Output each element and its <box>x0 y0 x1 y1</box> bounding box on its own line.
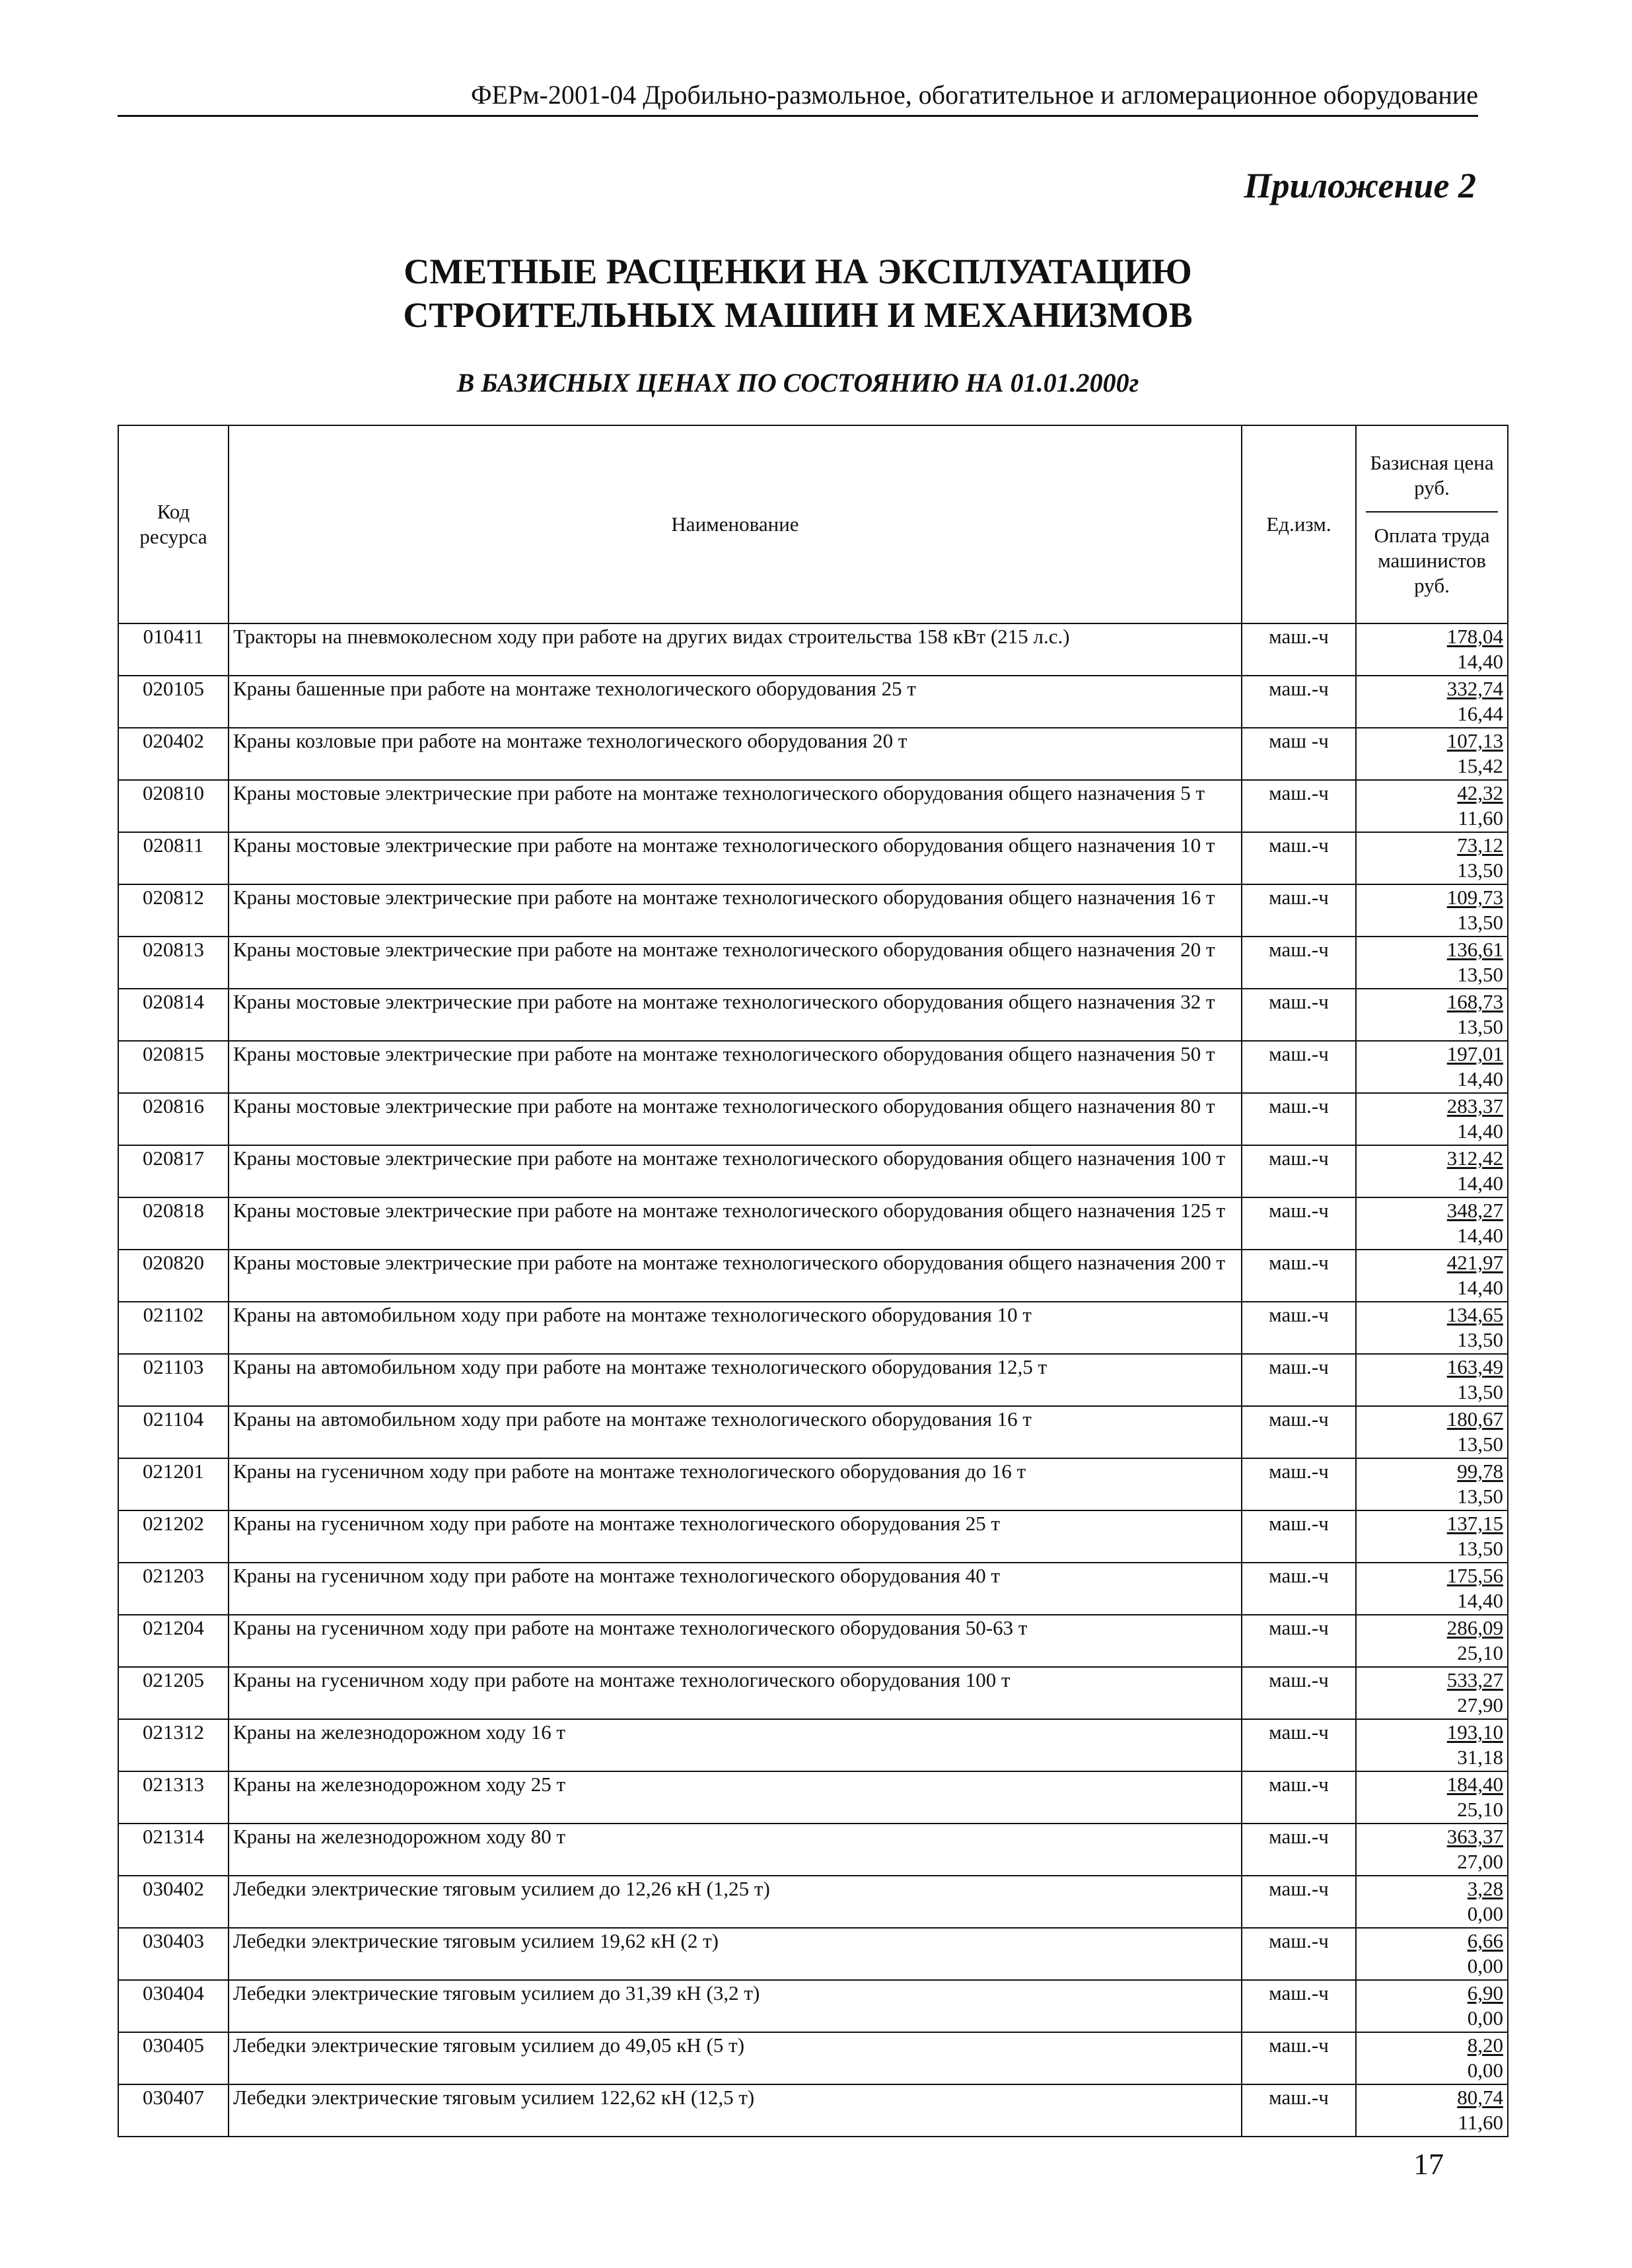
operator-wage: 16,44 <box>1457 702 1503 725</box>
resource-code: 021312 <box>118 1719 229 1771</box>
table-row <box>118 1145 1508 1197</box>
resource-name: Краны мостовые электрические при работе на монтаже технологического оборудования общего назначения 200 т <box>229 1250 1242 1302</box>
resource-code: 021103 <box>118 1354 229 1406</box>
base-price: 193,10 <box>1446 1720 1503 1744</box>
resource-name: Краны на гусеничном ходу при работе на монтаже технологического оборудования до 16 т <box>229 1458 1242 1510</box>
price-cell <box>1356 1563 1508 1615</box>
table-row <box>118 1354 1508 1406</box>
operator-wage: 0,00 <box>1467 1954 1503 1977</box>
table-row <box>118 1041 1508 1093</box>
price-cell <box>1356 884 1508 937</box>
resource-code: 030407 <box>118 2084 229 2137</box>
price-cell <box>1356 780 1508 832</box>
resource-name: Краны козловые при работе на монтаже технологического оборудования 20 т <box>229 728 1242 780</box>
resource-name: Краны на автомобильном ходу при работе на монтаже технологического оборудования 10 т <box>229 1302 1242 1354</box>
base-price: 168,73 <box>1446 990 1503 1013</box>
operator-wage: 13,50 <box>1457 1015 1503 1038</box>
operator-wage: 14,40 <box>1457 1119 1503 1143</box>
base-price: 42,32 <box>1457 781 1503 804</box>
base-price: 80,74 <box>1457 2086 1503 2109</box>
table-row <box>118 1876 1508 1928</box>
base-price: 137,15 <box>1446 1512 1503 1535</box>
resource-code: 030404 <box>118 1980 229 2032</box>
operator-wage: 13,50 <box>1457 859 1503 882</box>
price-cell <box>1356 1302 1508 1354</box>
operator-wage: 27,00 <box>1457 1850 1503 1873</box>
base-price: 184,40 <box>1446 1773 1503 1796</box>
price-cell <box>1356 1041 1508 1093</box>
operator-wage: 13,50 <box>1457 963 1503 986</box>
table-row <box>118 780 1508 832</box>
operator-wage: 13,50 <box>1457 1485 1503 1508</box>
base-price: 136,61 <box>1446 938 1503 961</box>
operator-wage: 14,40 <box>1457 1276 1503 1299</box>
operator-wage: 0,00 <box>1467 2059 1503 2082</box>
resource-name: Тракторы на пневмоколесном ходу при работе на других видах строительства 158 кВт (215 л.с.) <box>229 623 1242 676</box>
resource-code: 021201 <box>118 1458 229 1510</box>
price-cell <box>1356 1145 1508 1197</box>
price-cell <box>1356 937 1508 989</box>
resource-name: Краны на железнодорожном ходу 16 т <box>229 1719 1242 1771</box>
column-header-base-price: Базисная цена руб. <box>1366 450 1498 513</box>
resource-code: 020812 <box>118 884 229 937</box>
price-cell <box>1356 1824 1508 1876</box>
price-cell <box>1356 1719 1508 1771</box>
base-price: 3,28 <box>1467 1877 1503 1900</box>
resource-code: 021313 <box>118 1771 229 1824</box>
base-price: 8,20 <box>1467 2034 1503 2057</box>
title-line-2: СТРОИТЕЛЬНЫХ МАШИН И МЕХАНИЗМОВ <box>403 295 1193 335</box>
table-row <box>118 1667 1508 1719</box>
base-price: 99,78 <box>1457 1460 1503 1483</box>
operator-wage: 14,40 <box>1457 1224 1503 1247</box>
operator-wage: 0,00 <box>1467 2006 1503 2030</box>
resource-code: 021202 <box>118 1510 229 1563</box>
resource-name: Краны мостовые электрические при работе на монтаже технологического оборудования общего назначения 80 т <box>229 1093 1242 1145</box>
unit-of-measure: маш.-ч <box>1242 832 1356 884</box>
resource-code: 021205 <box>118 1667 229 1719</box>
price-cell <box>1356 1250 1508 1302</box>
resource-code: 020816 <box>118 1093 229 1145</box>
operator-wage: 13,50 <box>1457 1328 1503 1351</box>
price-cell <box>1356 1093 1508 1145</box>
unit-of-measure: маш.-ч <box>1242 1041 1356 1093</box>
unit-of-measure: маш.-ч <box>1242 1354 1356 1406</box>
base-price: 533,27 <box>1446 1668 1503 1691</box>
operator-wage: 14,40 <box>1457 650 1503 673</box>
base-price: 107,13 <box>1446 729 1503 752</box>
resource-name: Краны на гусеничном ходу при работе на монтаже технологического оборудования 25 т <box>229 1510 1242 1563</box>
resource-code: 020402 <box>118 728 229 780</box>
price-cell <box>1356 2084 1508 2137</box>
price-cell <box>1356 1197 1508 1250</box>
unit-of-measure: маш.-ч <box>1242 937 1356 989</box>
operator-wage: 11,60 <box>1458 2111 1503 2134</box>
resource-code: 020815 <box>118 1041 229 1093</box>
base-price: 363,37 <box>1446 1825 1503 1848</box>
page-number: 17 <box>1413 2147 1444 2181</box>
column-header-price <box>1356 425 1508 623</box>
unit-of-measure: маш.-ч <box>1242 1406 1356 1458</box>
unit-of-measure: маш.-ч <box>1242 2032 1356 2084</box>
table-row <box>118 1563 1508 1615</box>
base-price: 73,12 <box>1457 833 1503 857</box>
base-price: 134,65 <box>1446 1303 1503 1326</box>
price-cell <box>1356 1615 1508 1667</box>
price-cell <box>1356 676 1508 728</box>
base-price: 348,27 <box>1446 1199 1503 1222</box>
table-row <box>118 1197 1508 1250</box>
resource-name: Краны на гусеничном ходу при работе на монтаже технологического оборудования 100 т <box>229 1667 1242 1719</box>
unit-of-measure: маш.-ч <box>1242 2084 1356 2137</box>
appendix-label: Приложение 2 <box>1244 166 1476 205</box>
resource-code: 020818 <box>118 1197 229 1250</box>
operator-wage: 27,90 <box>1457 1693 1503 1717</box>
resource-code: 021104 <box>118 1406 229 1458</box>
operator-wage: 13,50 <box>1457 911 1503 934</box>
resource-name: Лебедки электрические тяговым усилием до 31,39 кН (3,2 т) <box>229 1980 1242 2032</box>
resource-code: 020105 <box>118 676 229 728</box>
table-row <box>118 1093 1508 1145</box>
resource-code: 030402 <box>118 1876 229 1928</box>
operator-wage: 13,50 <box>1457 1380 1503 1403</box>
operator-wage: 15,42 <box>1457 754 1503 777</box>
price-cell <box>1356 1876 1508 1928</box>
unit-of-measure: маш.-ч <box>1242 1093 1356 1145</box>
unit-of-measure: маш.-ч <box>1242 1197 1356 1250</box>
table-row <box>118 937 1508 989</box>
resource-code: 020811 <box>118 832 229 884</box>
price-cell <box>1356 1980 1508 2032</box>
resource-name: Краны мостовые электрические при работе на монтаже технологического оборудования общего назначения 20 т <box>229 937 1242 989</box>
unit-of-measure: маш.-ч <box>1242 1458 1356 1510</box>
base-price: 180,67 <box>1446 1407 1503 1431</box>
resource-code: 020820 <box>118 1250 229 1302</box>
operator-wage: 25,10 <box>1457 1641 1503 1664</box>
operator-wage: 13,50 <box>1457 1433 1503 1456</box>
base-price: 109,73 <box>1446 886 1503 909</box>
resource-name: Краны мостовые электрические при работе на монтаже технологического оборудования общего назначения 125 т <box>229 1197 1242 1250</box>
table-body <box>118 623 1508 2137</box>
table-row <box>118 1406 1508 1458</box>
price-cell <box>1356 2032 1508 2084</box>
base-price: 175,56 <box>1446 1564 1503 1587</box>
table-row <box>118 1824 1508 1876</box>
resource-name: Краны мостовые электрические при работе на монтаже технологического оборудования общего назначения 16 т <box>229 884 1242 937</box>
price-cell <box>1356 1354 1508 1406</box>
resource-code: 030405 <box>118 2032 229 2084</box>
resource-code: 020814 <box>118 989 229 1041</box>
unit-of-measure: маш.-ч <box>1242 1928 1356 1980</box>
base-price: 178,04 <box>1446 625 1503 648</box>
base-price: 332,74 <box>1446 677 1503 700</box>
unit-of-measure: маш.-ч <box>1242 1667 1356 1719</box>
resource-name: Краны мостовые электрические при работе на монтаже технологического оборудования общего назначения 50 т <box>229 1041 1242 1093</box>
table-row <box>118 2084 1508 2137</box>
document-subtitle: В БАЗИСНЫХ ЦЕНАХ ПО СОСТОЯНИЮ НА 01.01.2000г <box>456 368 1139 398</box>
table-row <box>118 1458 1508 1510</box>
resource-name: Краны на железнодорожном ходу 25 т <box>229 1771 1242 1824</box>
resource-code: 010411 <box>118 623 229 676</box>
price-cell <box>1356 1406 1508 1458</box>
operator-wage: 14,40 <box>1457 1067 1503 1090</box>
resource-name: Краны мостовые электрические при работе на монтаже технологического оборудования общего назначения 100 т <box>229 1145 1242 1197</box>
unit-of-measure: маш.-ч <box>1242 623 1356 676</box>
unit-of-measure: маш.-ч <box>1242 1302 1356 1354</box>
unit-of-measure: маш.-ч <box>1242 1824 1356 1876</box>
resource-code: 021204 <box>118 1615 229 1667</box>
resource-name: Краны на гусеничном ходу при работе на монтаже технологического оборудования 40 т <box>229 1563 1242 1615</box>
resource-code: 030403 <box>118 1928 229 1980</box>
unit-of-measure: маш.-ч <box>1242 884 1356 937</box>
resource-code: 021203 <box>118 1563 229 1615</box>
resource-name: Лебедки электрические тяговым усилием 122,62 кН (12,5 т) <box>229 2084 1242 2137</box>
unit-of-measure: маш.-ч <box>1242 780 1356 832</box>
operator-wage: 14,40 <box>1457 1172 1503 1195</box>
operator-wage: 13,50 <box>1457 1537 1503 1560</box>
resource-code: 021314 <box>118 1824 229 1876</box>
resource-name: Краны мостовые электрические при работе на монтаже технологического оборудования общего назначения 5 т <box>229 780 1242 832</box>
table-row <box>118 1928 1508 1980</box>
resource-name: Краны башенные при работе на монтаже технологического оборудования 25 т <box>229 676 1242 728</box>
base-price: 283,37 <box>1446 1094 1503 1117</box>
resource-name: Краны на железнодорожном ходу 80 т <box>229 1824 1242 1876</box>
resource-name: Краны на автомобильном ходу при работе на монтаже технологического оборудования 12,5 т <box>229 1354 1242 1406</box>
unit-of-measure: маш.-ч <box>1242 1145 1356 1197</box>
unit-of-measure: маш.-ч <box>1242 1615 1356 1667</box>
unit-of-measure: маш.-ч <box>1242 1980 1356 2032</box>
table-row <box>118 1250 1508 1302</box>
resource-code: 020813 <box>118 937 229 989</box>
resource-name: Краны мостовые электрические при работе на монтаже технологического оборудования общего назначения 32 т <box>229 989 1242 1041</box>
resource-code: 021102 <box>118 1302 229 1354</box>
unit-of-measure: маш.-ч <box>1242 1510 1356 1563</box>
resource-name: Лебедки электрические тяговым усилием до 49,05 кН (5 т) <box>229 2032 1242 2084</box>
base-price: 312,42 <box>1446 1147 1503 1170</box>
price-cell <box>1356 728 1508 780</box>
base-price: 6,66 <box>1467 1929 1503 1952</box>
base-price: 6,90 <box>1467 1981 1503 2004</box>
table-row <box>118 1302 1508 1354</box>
title-line-1: СМЕТНЫЕ РАСЦЕНКИ НА ЭКСПЛУАТАЦИЮ <box>404 252 1192 291</box>
table-row <box>118 676 1508 728</box>
table-row <box>118 1615 1508 1667</box>
table-row <box>118 2032 1508 2084</box>
base-price: 197,01 <box>1446 1042 1503 1065</box>
table-row <box>118 1510 1508 1563</box>
resource-name: Краны мостовые электрические при работе на монтаже технологического оборудования общего назначения 10 т <box>229 832 1242 884</box>
table-row <box>118 884 1508 937</box>
page-header: ФЕРм-2001-04 Дробильно-размольное, обогатительное и агломерационное оборудование <box>118 78 1478 117</box>
column-header-unit: Ед.изм. <box>1242 425 1356 623</box>
operator-wage: 25,10 <box>1457 1798 1503 1821</box>
price-cell <box>1356 1928 1508 1980</box>
unit-of-measure: маш.-ч <box>1242 676 1356 728</box>
unit-of-measure: маш.-ч <box>1242 1563 1356 1615</box>
table-row <box>118 1980 1508 2032</box>
table-row <box>118 1719 1508 1771</box>
column-header-name: Наименование <box>229 425 1242 623</box>
table-row <box>118 623 1508 676</box>
price-cell <box>1356 1458 1508 1510</box>
document-title <box>118 250 1478 337</box>
column-header-code: Код ресурса <box>118 425 229 623</box>
price-cell <box>1356 623 1508 676</box>
unit-of-measure: маш.-ч <box>1242 1876 1356 1928</box>
operator-wage: 31,18 <box>1457 1746 1503 1769</box>
table-row <box>118 1771 1508 1824</box>
base-price: 286,09 <box>1446 1616 1503 1639</box>
table-row <box>118 728 1508 780</box>
unit-of-measure: маш.-ч <box>1242 1771 1356 1824</box>
table-row <box>118 832 1508 884</box>
column-header-labor: Оплата труда машинистов руб. <box>1374 524 1490 597</box>
price-cell <box>1356 989 1508 1041</box>
rates-table <box>118 425 1508 2137</box>
price-cell <box>1356 1510 1508 1563</box>
table-row <box>118 989 1508 1041</box>
resource-name: Краны на автомобильном ходу при работе на монтаже технологического оборудования 16 т <box>229 1406 1242 1458</box>
base-price: 421,97 <box>1446 1251 1503 1274</box>
unit-of-measure: маш.-ч <box>1242 1250 1356 1302</box>
resource-name: Краны на гусеничном ходу при работе на монтаже технологического оборудования 50-63 т <box>229 1615 1242 1667</box>
unit-of-measure: маш -ч <box>1242 728 1356 780</box>
operator-wage: 14,40 <box>1457 1589 1503 1612</box>
resource-code: 020817 <box>118 1145 229 1197</box>
resource-name: Лебедки электрические тяговым усилием до 12,26 кН (1,25 т) <box>229 1876 1242 1928</box>
price-cell <box>1356 832 1508 884</box>
operator-wage: 0,00 <box>1467 1902 1503 1925</box>
unit-of-measure: маш.-ч <box>1242 989 1356 1041</box>
resource-code: 020810 <box>118 780 229 832</box>
operator-wage: 11,60 <box>1458 806 1503 830</box>
unit-of-measure: маш.-ч <box>1242 1719 1356 1771</box>
price-cell <box>1356 1771 1508 1824</box>
base-price: 163,49 <box>1446 1355 1503 1378</box>
resource-name: Лебедки электрические тяговым усилием 19,62 кН (2 т) <box>229 1928 1242 1980</box>
price-cell <box>1356 1667 1508 1719</box>
